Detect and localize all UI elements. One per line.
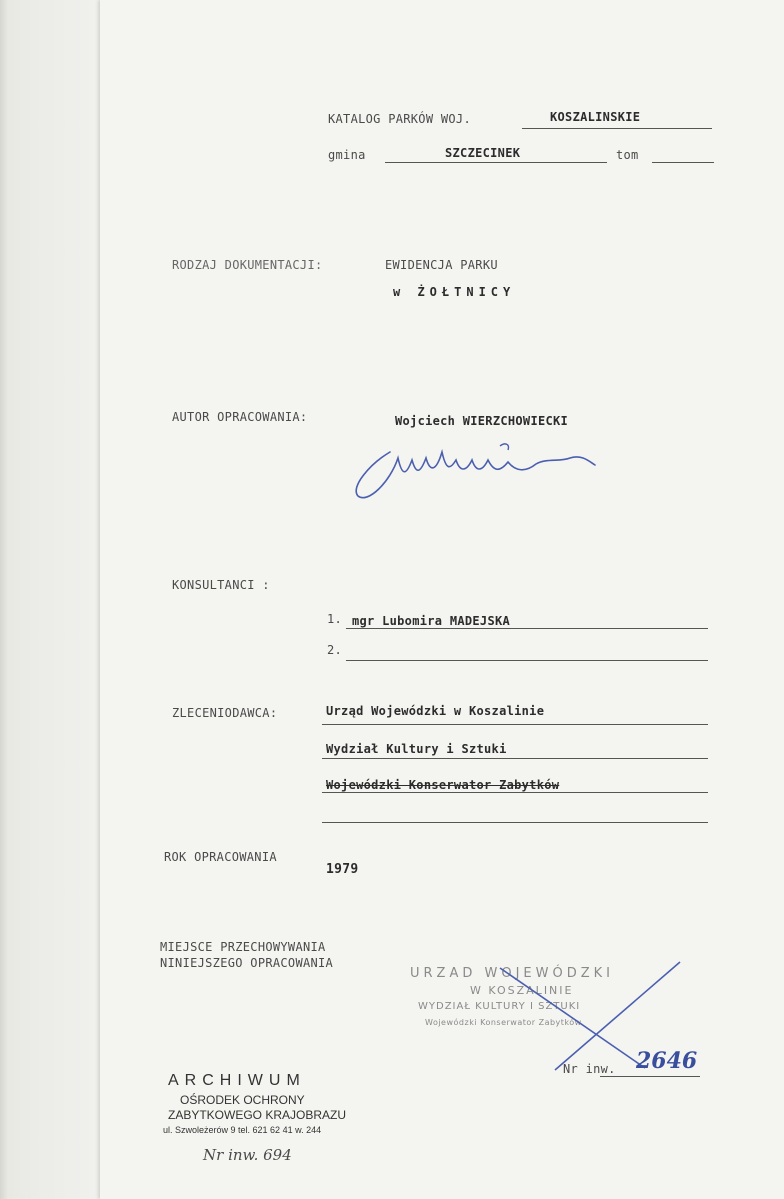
storage-label-line2: NINIEJSZEGO OPRACOWANIA: [160, 956, 334, 970]
stamp-line2: W KOSZALINIE: [470, 984, 574, 997]
archive-handwritten-inventory: Nr inw. 694: [203, 1146, 292, 1164]
consultant-1-underline: [346, 628, 708, 629]
gmina-underline: [385, 162, 607, 163]
catalog-label: KATALOG PARKÓW WOJ.: [328, 112, 471, 126]
archive-line1: OŚRODEK OCHRONY: [180, 1093, 305, 1107]
client-label: ZLECENIODAWCA:: [172, 706, 278, 720]
client-underline-3: [322, 792, 708, 793]
client-underline-1: [322, 724, 708, 725]
consultant-2-number: 2.: [327, 643, 343, 657]
documentation-label: RODZAJ DOKUMENTACJI:: [172, 258, 323, 272]
client-underline-2: [322, 758, 708, 759]
tom-label: tom: [616, 148, 639, 162]
stamp-line1: URZAD WOJEWÓDZKI: [410, 966, 614, 981]
catalog-underline: [522, 128, 712, 129]
gmina-value: SZCZECINEK: [445, 146, 521, 160]
author-name: Wojciech WIERZCHOWIECKI: [395, 414, 569, 428]
author-signature: [350, 432, 610, 504]
documentation-value-line1: EWIDENCJA PARKU: [385, 258, 498, 272]
stamp-line3: WYDZIAŁ KULTURY I SZTUKI: [418, 1001, 581, 1012]
consultant-1-number: 1.: [327, 612, 343, 626]
consultant-1-name: mgr Lubomira MADEJSKA: [352, 614, 511, 628]
consultant-2-underline: [346, 660, 708, 661]
catalog-value: KOSZALINSKIE: [550, 110, 641, 124]
year-value: 1979: [326, 862, 359, 877]
stamp-line4: Wojewódzki Konserwator Zabytków: [425, 1018, 582, 1027]
gmina-label: gmina: [328, 148, 366, 162]
year-label: ROK OPRACOWANIA: [164, 850, 277, 864]
client-line-3: Wojewódzki Konserwator Zabytków: [326, 778, 560, 792]
inventory-value: 2646: [636, 1048, 698, 1074]
tom-underline: [652, 162, 714, 163]
consultants-label: KONSULTANCI :: [172, 578, 270, 592]
client-underline-4: [322, 822, 708, 823]
archive-address: ul. Szwoleżerów 9 tel. 621 62 41 w. 244: [163, 1125, 322, 1135]
client-line-2: Wydział Kultury i Sztuki: [326, 742, 507, 756]
author-label: AUTOR OPRACOWANIA:: [172, 410, 308, 424]
inventory-label: Nr inw.: [563, 1062, 616, 1076]
client-line-1: Urząd Wojewódzki w Koszalinie: [326, 704, 545, 718]
storage-label-line1: MIEJSCE PRZECHOWYWANIA: [160, 940, 326, 954]
documentation-value-line2: w ŻOŁTNICY: [393, 285, 516, 299]
archive-line2: ZABYTKOWEGO KRAJOBRAZU: [168, 1108, 347, 1122]
archive-title: ARCHIWUM: [168, 1072, 306, 1089]
inventory-underline: [600, 1076, 700, 1077]
